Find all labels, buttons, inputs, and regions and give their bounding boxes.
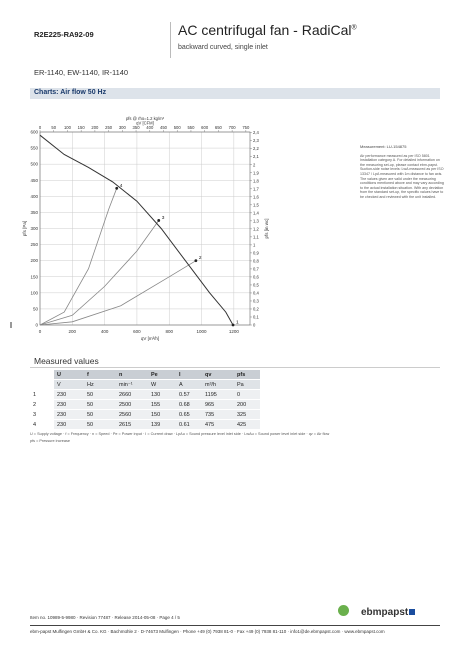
table-cell: 965 [202, 400, 234, 410]
margin-mark [10, 322, 12, 328]
y-axis-title: pfs [Pa] [22, 220, 27, 237]
table-cell: min⁻¹ [116, 380, 148, 390]
table-cell: 50 [84, 390, 116, 400]
table-cell: 735 [202, 410, 234, 420]
right-tick-label: 2,4 [253, 130, 259, 136]
table-row [30, 420, 260, 430]
operating-point-4 [115, 187, 118, 190]
right-tick-label: 0,2 [253, 306, 259, 312]
y-tick-label: 400 [30, 193, 38, 199]
table-cell: 50 [84, 400, 116, 410]
table-cell: 0.65 [176, 410, 202, 420]
table-cell: 1 [30, 390, 54, 400]
top-tick-label: 100 [63, 125, 71, 130]
operating-point-3 [157, 219, 160, 222]
table-cell: 425 [234, 420, 260, 430]
right-tick-label: 2,1 [253, 154, 259, 160]
top-tick-label: 700 [228, 125, 236, 130]
x-tick-label: 0 [38, 329, 42, 334]
table-cell: Pa [234, 380, 260, 390]
table-cell: 50 [84, 410, 116, 420]
registered-mark: ® [351, 24, 357, 32]
top-tick-label: 400 [146, 125, 154, 130]
table-row [30, 400, 260, 410]
y-tick-label: 0 [35, 322, 38, 328]
point-label-4: 4 [119, 183, 123, 189]
table-cell: 230 [54, 410, 84, 420]
x-tick-label: 400 [100, 329, 109, 334]
right-tick-label: 0,8 [253, 258, 259, 264]
table-cell: 155 [148, 400, 176, 410]
notes-title: Measurement: LU-154875 [360, 144, 407, 149]
certification-seal-icon [338, 605, 349, 616]
model-number: R2E225-RA92-09 [34, 30, 94, 39]
point-label-3: 3 [161, 215, 165, 221]
measured-values-divider [30, 367, 440, 368]
table-cell: 0.61 [176, 420, 202, 430]
table-cell: I [176, 370, 202, 380]
x-tick-label: 200 [68, 329, 77, 334]
table-cell: 1195 [202, 390, 234, 400]
top-axis-unit: qV [CFM] [136, 120, 154, 126]
y-tick-label: 250 [30, 242, 38, 248]
top-axis-title: pfs @ rho=1.2 kg/m³ [125, 116, 165, 121]
table-cell: 0.57 [176, 390, 202, 400]
table-header-row [30, 370, 260, 380]
table-cell: 150 [148, 410, 176, 420]
table-cell: m³/h [202, 380, 234, 390]
right-tick-label: 1,2 [253, 226, 259, 232]
point-label-2: 2 [198, 256, 202, 262]
top-tick-label: 600 [201, 125, 209, 130]
logo-square-icon [409, 609, 415, 615]
table-cell: 3 [30, 410, 54, 420]
top-tick-label: 450 [160, 125, 168, 130]
top-tick-label: 650 [214, 125, 222, 130]
company-address: ebm-papst Mulfingen GmbH & Co. KG · Bachmühle 2 · D-74673 Mulfingen · Phone +49 (0) 7938 81-0 · Fax +49 (0) 7938 81-110 · info1@de.ebmpapst.com · www.ebmpapst.com [30, 629, 385, 634]
table-cell: 2 [30, 400, 54, 410]
table-cell: 230 [54, 420, 84, 430]
x-axis-title: qV [m³/h] [140, 336, 160, 341]
right-tick-label: 1,3 [253, 218, 259, 224]
right-tick-label: 0,7 [253, 266, 259, 272]
right-tick-label: 2,2 [253, 146, 259, 152]
measured-values-table [30, 370, 260, 430]
right-tick-label: 1,6 [253, 194, 259, 200]
right-tick-label: 0 [253, 322, 256, 328]
top-tick-label: 500 [173, 125, 181, 130]
operating-point-2 [194, 259, 197, 262]
table-legend-pressure: pfs = Pressure increase [30, 439, 70, 443]
top-tick-label: 300 [118, 125, 126, 130]
top-tick-label: 550 [187, 125, 195, 130]
x-tick-label: 1200 [228, 329, 239, 334]
variant-list: ER-1140, EW-1140, IR-1140 [34, 68, 129, 77]
right-tick-label: 1,9 [253, 170, 259, 176]
page-title [178, 22, 357, 38]
right-tick-label: 1,1 [253, 234, 259, 240]
right-tick-label: 0,5 [253, 282, 259, 288]
table-cell: 139 [148, 420, 176, 430]
table-cell: 325 [234, 410, 260, 420]
table-cell: 130 [148, 390, 176, 400]
x-tick-label: 800 [165, 329, 173, 334]
right-tick-label: 0,1 [253, 314, 259, 320]
section-header [30, 88, 440, 99]
y-tick-label: 350 [30, 209, 38, 215]
table-row [30, 390, 260, 400]
right-tick-label: 1,8 [253, 178, 259, 184]
x-tick-label: 1000 [196, 329, 207, 334]
table-cell: 2615 [116, 420, 148, 430]
table-cell: 475 [202, 420, 234, 430]
y-tick-label: 150 [30, 274, 38, 280]
right-tick-label: 1 [253, 242, 256, 248]
table-cell: f [84, 370, 116, 380]
table-cell: W [148, 380, 176, 390]
table-cell: 0.68 [176, 400, 202, 410]
table-cell: 2660 [116, 390, 148, 400]
measured-values-title: Measured values [34, 356, 99, 366]
system-curve-4 [40, 188, 117, 325]
top-tick-label: 0 [38, 125, 42, 130]
header-divider [170, 22, 171, 58]
right-tick-label: 1,4 [253, 210, 259, 216]
title-text: AC centrifugal fan - RadiCal [178, 22, 352, 38]
table-cell: 0 [234, 390, 260, 400]
table-cell: 2560 [116, 410, 148, 420]
table-cell: 230 [54, 400, 84, 410]
table-units-row [30, 380, 260, 390]
table-cell: 200 [234, 400, 260, 410]
point-label-1: 1 [236, 320, 239, 326]
top-tick-label: 750 [242, 125, 250, 130]
top-tick-label: 150 [77, 125, 85, 130]
right-tick-label: 2,3 [253, 138, 259, 144]
y-tick-label: 200 [30, 258, 38, 264]
table-row [30, 410, 260, 420]
right-tick-label: 0,6 [253, 274, 259, 280]
table-cell: pfs [234, 370, 260, 380]
right-tick-label: 0,9 [253, 250, 259, 256]
table-cell: U [54, 370, 84, 380]
table-cell [30, 380, 54, 390]
table-cell: Hz [84, 380, 116, 390]
table-cell: qv [202, 370, 234, 380]
table-cell: A [176, 380, 202, 390]
right-tick-label: 0,3 [253, 298, 259, 304]
y-tick-label: 450 [30, 177, 38, 183]
top-tick-label: 350 [132, 125, 140, 130]
top-tick-label: 200 [91, 125, 99, 130]
right-tick-label: 0,4 [253, 290, 259, 296]
x-tick-label: 600 [133, 329, 141, 334]
table-cell: 50 [84, 420, 116, 430]
y-tick-label: 550 [30, 145, 38, 151]
table-cell [30, 370, 54, 380]
measurement-notes [360, 145, 445, 200]
brand-name: ebmpapst [361, 607, 409, 618]
footer-divider [30, 625, 440, 626]
y-tick-label: 500 [30, 161, 38, 167]
table-cell: 2500 [116, 400, 148, 410]
right-tick-label: 1,7 [253, 186, 259, 192]
notes-text: Air performance measured as per ISO 5801 Installation category A. For detailed information on the measuring set-up, please contact ebm-papst. Suction-side noise levels: LwA measured as per ISO 13347 / LpA measured with 1m distance to fan axis. The values given are valid under the measuring conditions mentioned above and may vary according to the actual installation situation. With any deviation from the standard set-up, the specific values have to be checked and reviewed with the unit installed. [360, 153, 444, 199]
table-cell: 230 [54, 390, 84, 400]
table-legend: U = Supply voltage · f = Frequency · n = Speed · Pe = Power input · I = Current draw · LpAu = Sound pressure level inlet side · LwAu = Sound power level inlet side · qv = Air flow [30, 432, 330, 436]
brand-logo [361, 607, 415, 618]
section-title: Charts: Air flow 50 Hz [34, 89, 107, 96]
top-tick-label: 250 [105, 125, 113, 130]
table-cell: V [54, 380, 84, 390]
y-tick-label: 50 [32, 306, 38, 312]
y-tick-label: 600 [30, 129, 38, 135]
right-tick-label: 2 [253, 162, 256, 168]
table-cell: n [116, 370, 148, 380]
y-tick-label: 100 [30, 290, 38, 296]
table-cell: Pe [148, 370, 176, 380]
table-cell: 4 [30, 420, 54, 430]
page-subtitle: backward curved, single inlet [178, 44, 268, 51]
air-flow-chart [20, 110, 300, 345]
item-info: Item no. 10989-5-9980 · Revision 77487 · Release 2014-05-08 · Page 4 / 5 [30, 615, 180, 620]
operating-point-1 [232, 324, 235, 327]
y2-axis-title: pfs [in wc] [264, 218, 269, 239]
top-tick-label: 50 [51, 125, 57, 130]
right-tick-label: 1,5 [253, 202, 259, 208]
y-tick-label: 300 [30, 226, 38, 231]
